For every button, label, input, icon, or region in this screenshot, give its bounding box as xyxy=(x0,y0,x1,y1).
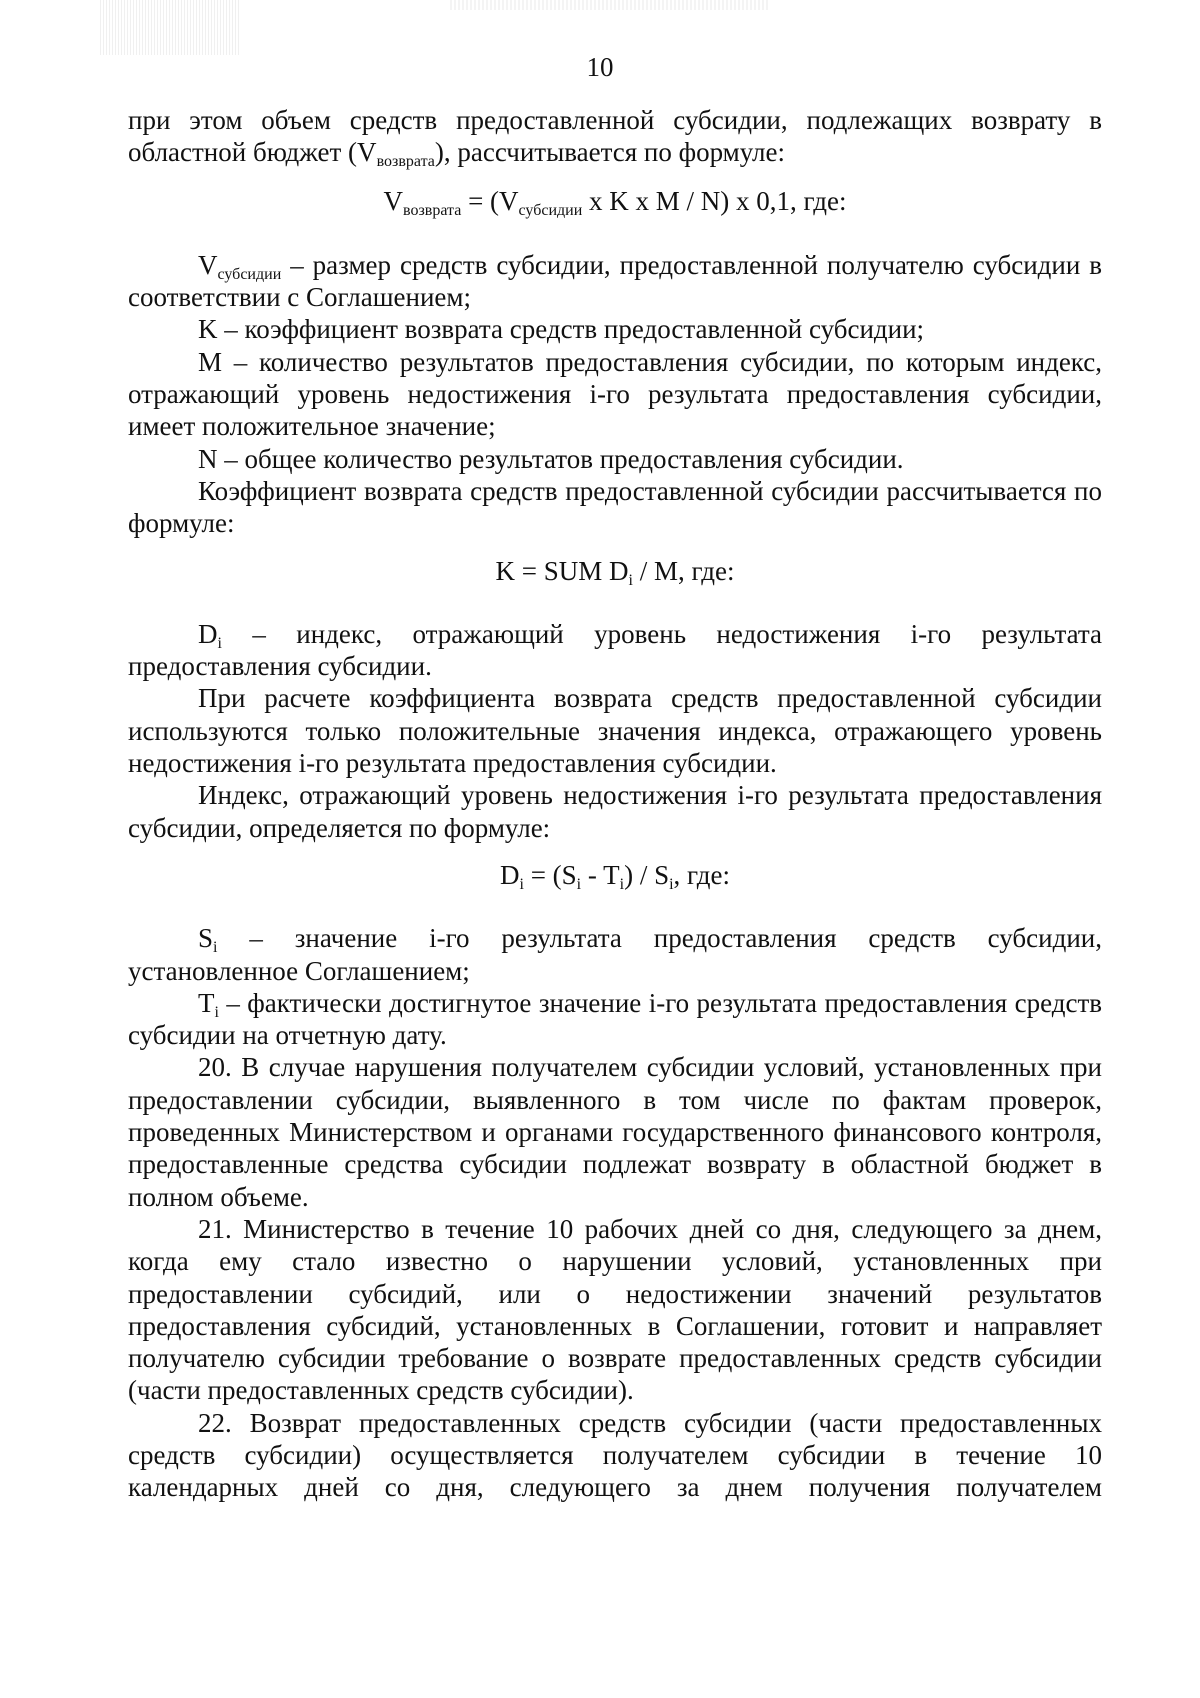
scan-artifact xyxy=(450,0,770,10)
formula-part: = (S xyxy=(523,859,577,890)
page-number: 10 xyxy=(586,52,614,82)
formula-var: S xyxy=(198,923,214,954)
subscript: i xyxy=(669,875,674,893)
formula-var: D xyxy=(499,859,520,890)
formula-part: / M, где: xyxy=(632,555,735,586)
clause-21: 21. Министерство в течение 10 рабочих дней со дня, следующего за днем, когда ему стало известно о нарушении условий, установленных при предоставлении субсидий, или о недостижении значений результатов предоставления субсидий, установленных в Соглашении, готовит и направляет получателю субсидии требование о возврате предоставленных средств субсидии (части предоставленных средств субсидии). xyxy=(128,1213,1102,1406)
definition-text: – размер средств субсидии, предоставленной получателю субсидии в соответствии с Соглашением; xyxy=(128,249,1102,313)
paragraph-intro xyxy=(128,104,1102,169)
definition-vsub xyxy=(128,249,1102,314)
subscript: i xyxy=(576,875,582,893)
formula-var: T xyxy=(198,987,215,1018)
paragraph-intro-text: при этом объем средств предоставленной субсидии, подлежащих возврату в областной бюджет (V xyxy=(128,105,1102,168)
paragraph-intro-after: ), рассчитывается по формуле: xyxy=(434,137,786,168)
subscript: возврата xyxy=(403,201,462,219)
definition-k: K – коэффициент возврата средств предоставленной субсидии; xyxy=(198,314,925,345)
subscript: i xyxy=(214,1003,219,1021)
subscript: i xyxy=(519,875,524,893)
formula-part: ) / S xyxy=(624,859,670,890)
formula-part: , где: xyxy=(673,859,730,890)
scan-artifact xyxy=(100,0,240,55)
subscript: i xyxy=(217,634,222,652)
paragraph-index: Индекс, отражающий уровень недостижения i-го результата предоставления субсидии, определяется по формуле: xyxy=(128,780,1102,843)
subscript: возврата xyxy=(376,153,435,171)
subscript: i xyxy=(619,875,625,893)
formula-refund xyxy=(128,185,1102,217)
formula-var: V xyxy=(383,185,404,216)
paragraph-coefficient: Коэффициент возврата средств предоставленной субсидии рассчитывается по формуле: xyxy=(128,475,1102,539)
definition-si xyxy=(128,922,1102,987)
definition-di xyxy=(128,618,1102,683)
subscript: субсидии xyxy=(217,265,282,283)
formula-part: K = SUM D xyxy=(495,555,629,586)
formula-part: = (V xyxy=(461,185,519,216)
definition-ti xyxy=(128,987,1102,1052)
definition-m: M – количество результатов предоставления субсидии, по которым индекс, отражающий уровень недостижения i-го результата предоставления субсидии, имеет положительное значение; xyxy=(128,346,1102,442)
paragraph-calculation: При расчете коэффициента возврата средств предоставленной субсидии используются только положительные значения индекса, отражающего уровень недостижения i-го результата предоставления субсидии. xyxy=(128,683,1102,779)
formula-index xyxy=(128,859,1102,891)
definition-text: – индекс, отражающий уровень недостижения i-го результата предоставления субсидии. xyxy=(128,618,1102,682)
clause-22: 22. Возврат предоставленных средств субсидии (части предоставленных средств субсидии) осуществляется получателем субсидии в течение 10 календарных дней со дня, следующего за днем получения получателем xyxy=(128,1407,1102,1503)
definition-n: N – общее количество результатов предоставления субсидии. xyxy=(198,443,904,474)
formula-coefficient xyxy=(128,555,1102,587)
formula-var: V xyxy=(198,249,218,280)
subscript: субсидии xyxy=(518,201,583,219)
clause-20: 20. В случае нарушения получателем субсидии условий, установленных при предоставлении субсидии, выявленного в том числе по фактам проверок, проведенных Министерством и органами государственного финансового контроля, предоставленные средства субсидии подлежат возврату в областной бюджет в полном объеме. xyxy=(128,1052,1102,1212)
document-body xyxy=(128,104,1102,1504)
subscript: i xyxy=(213,939,218,957)
formula-part: - T xyxy=(581,859,620,890)
subscript: i xyxy=(628,571,633,589)
definition-text: – значение i-го результата предоставления средств субсидии, установленное Соглашением; xyxy=(128,923,1102,986)
definition-text: – фактически достигнутое значение i-го результата предоставления средств субсидии на отчетную дату. xyxy=(128,987,1102,1051)
formula-part: x K x M / N) x 0,1, где: xyxy=(582,185,847,216)
formula-var: D xyxy=(198,618,218,649)
